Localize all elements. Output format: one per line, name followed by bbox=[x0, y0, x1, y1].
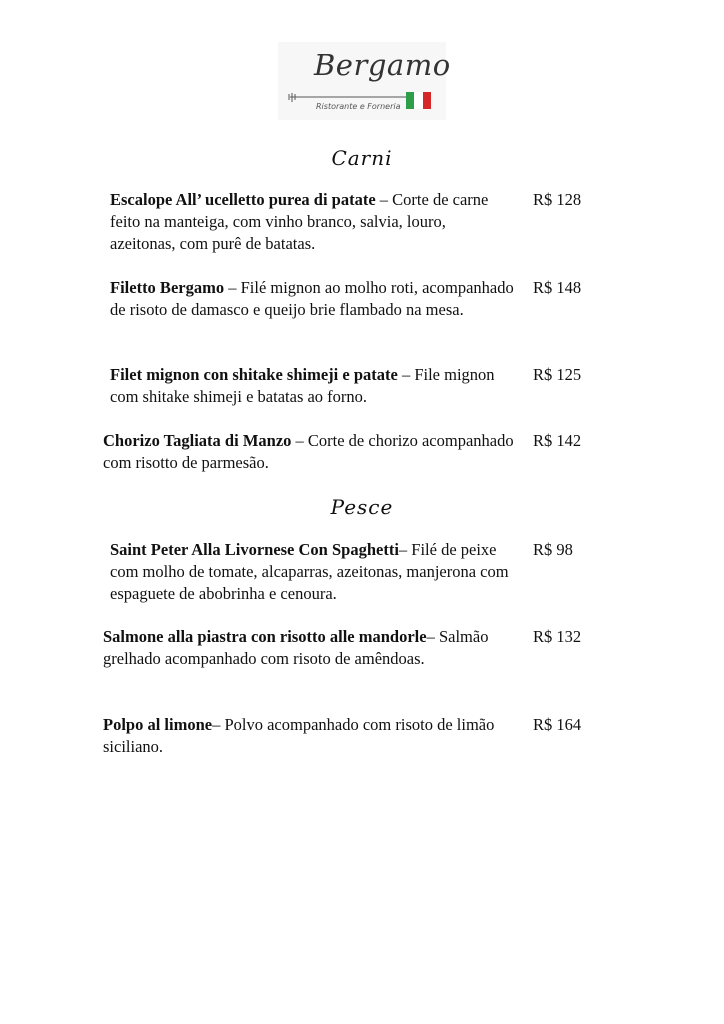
restaurant-logo bbox=[278, 42, 451, 120]
dish-name: Filet mignon con shitake shimeji e patate bbox=[110, 365, 398, 384]
menu-item bbox=[110, 189, 515, 255]
menu-item bbox=[103, 430, 515, 474]
dish-name: Escalope All’ ucelletto purea di patate bbox=[110, 190, 376, 209]
dish-description: – Salmão grelhado acompanhado com risoto de amêndoas. bbox=[103, 627, 489, 668]
dish-description: – Filé mignon ao molho roti, acompanhado de risoto de damasco e queijo brie flambado na mesa. bbox=[110, 278, 514, 319]
menu-item bbox=[103, 714, 515, 758]
menu-item bbox=[103, 626, 515, 670]
dish-price: R$ 128 bbox=[533, 190, 582, 209]
dish-name: Salmone alla piastra con risotto alle mandorle bbox=[103, 627, 427, 646]
italian-flag-icon bbox=[406, 92, 431, 109]
menu-item bbox=[110, 277, 515, 321]
logo-name: Bergamo bbox=[314, 48, 451, 82]
section-title-pesce: Pesce bbox=[330, 495, 394, 519]
menu-item bbox=[110, 539, 515, 605]
dish-price: R$ 98 bbox=[533, 540, 573, 559]
dish-name: Chorizo Tagliata di Manzo bbox=[103, 431, 292, 450]
dish-price: R$ 148 bbox=[533, 278, 582, 297]
dish-price: R$ 132 bbox=[533, 627, 582, 646]
dish-name: Polpo al limone bbox=[103, 715, 213, 734]
dish-description: – Corte de chorizo acompanhado com risotto de parmesão. bbox=[103, 431, 514, 472]
dish-price: R$ 142 bbox=[533, 431, 582, 450]
flag-stripe-green bbox=[406, 92, 414, 109]
menu-item bbox=[110, 364, 515, 408]
logo-subtitle: Ristorante e Forneria bbox=[316, 102, 401, 111]
dish-price: R$ 164 bbox=[533, 715, 582, 734]
flag-stripe-red bbox=[423, 92, 431, 109]
dish-name: Saint Peter Alla Livornese Con Spaghetti bbox=[110, 540, 399, 559]
dish-description: – File mignon com shitake shimeji e batatas ao forno. bbox=[110, 365, 495, 406]
dish-description: – Corte de carne feito na manteiga, com vinho branco, salvia, louro, azeitonas, com purê de batatas. bbox=[110, 190, 489, 253]
dish-price: R$ 125 bbox=[533, 365, 582, 384]
dish-name: Filetto Bergamo bbox=[110, 278, 225, 297]
flag-stripe-white bbox=[414, 92, 422, 109]
dish-description: – Polvo acompanhado com risoto de limão siciliano. bbox=[103, 715, 495, 756]
dish-description: – Filé de peixe com molho de tomate, alcaparras, azeitonas, manjerona com espaguete de abobrinha e cenoura. bbox=[110, 540, 509, 603]
section-title-carni: Carni bbox=[331, 146, 393, 170]
